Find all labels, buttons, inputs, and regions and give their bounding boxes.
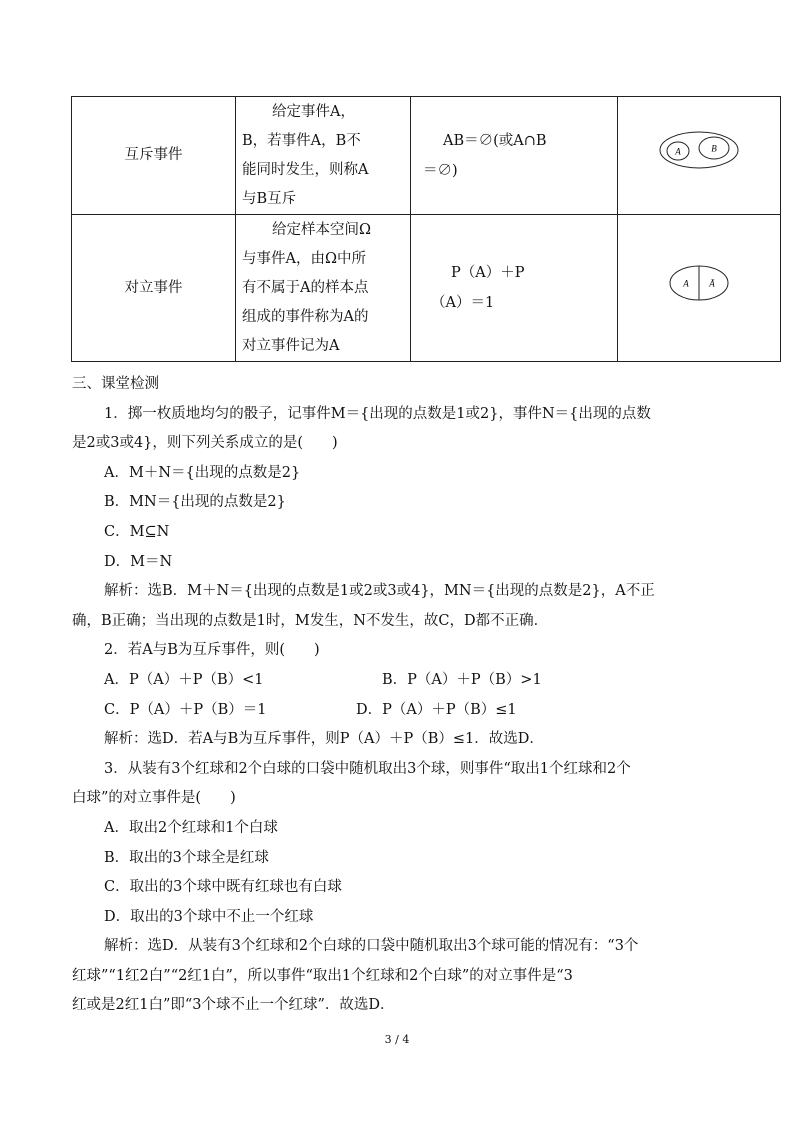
question-1-option: C．M⊆N [104, 523, 170, 540]
question-3-stem: 3．从装有3个红球和2个白球的口袋中随机取出3个球，则事件“取出1个红球和2个 [104, 760, 631, 777]
definition-line: 给定样本空间Ω [272, 221, 372, 238]
question-2-option: A．P（A）＋P（B）<1 [104, 671, 264, 688]
formula-line: （A）＝1 [431, 295, 495, 311]
row-formula [411, 215, 618, 362]
table-row [72, 97, 781, 215]
venn-diagram-cell [618, 215, 781, 362]
event-relation-table [71, 96, 781, 362]
question-1-stem: 是2或3或4}，则下列关系成立的是( ) [72, 435, 338, 452]
formula-line: P（A）＋P [451, 265, 525, 281]
formula-line: ＝∅) [423, 162, 458, 179]
question-1-option: B．MN＝{出现的点数是2} [104, 494, 286, 511]
question-3-analysis: 解析：选D．从装有3个红球和2个白球的口袋中随机取出3个球可能的情况有：“3个 [104, 938, 639, 955]
event-a-label: A [683, 278, 689, 288]
question-1-analysis: 确，B正确；当出现的点数是1时，M发生，N不发生，故C，D都不正确． [72, 612, 549, 629]
table-row [72, 215, 781, 362]
row-name: 互斥事件 [72, 97, 236, 215]
question-3-option: C．取出的3个球中既有红球也有白球 [104, 879, 342, 896]
row-definition [236, 97, 411, 215]
question-2-option: D．P（A）＋P（B）≤1 [356, 701, 517, 718]
complementary-venn-diagram [668, 263, 730, 303]
question-3-stem: 白球”的对立事件是( ) [72, 790, 236, 807]
question-2-options-row [72, 696, 724, 726]
definition-line: 与B互斥 [242, 190, 297, 207]
question-2-analysis: 解析：选D．若A与B为互斥事件，则P（A）＋P（B）≤1．故选D． [104, 731, 544, 748]
question-2-option: C．P（A）＋P（B）＝1 [104, 701, 267, 718]
question-1-option: D．M＝N [104, 553, 173, 570]
section-heading: 三、课堂检测 [72, 376, 159, 392]
row-formula [411, 97, 618, 215]
question-3-option: D．取出的3个球中不止一个红球 [104, 908, 314, 925]
row-definition [236, 215, 411, 362]
complement-a-label: Ā [709, 278, 715, 288]
mutually-exclusive-venn-diagram [658, 130, 740, 170]
event-b-label: B [711, 143, 717, 154]
question-2-stem: 2．若A与B为互斥事件，则( ) [104, 642, 320, 659]
definition-line: 给定事件A， [272, 103, 355, 120]
question-3-analysis: 红球”“1红2白”“2红1白”，所以事件“取出1个红球和2个白球”的对立事件是“3 [72, 967, 573, 984]
definition-line: B，若事件A，B不 [242, 132, 361, 149]
page-number: 3 / 4 [384, 1033, 410, 1046]
formula-line: AB＝∅(或A∩B [443, 132, 547, 149]
question-2-option: B．P（A）＋P（B）>1 [382, 671, 542, 688]
row-name: 对立事件 [72, 215, 236, 362]
definition-line: 组成的事件称为A的 [242, 308, 369, 325]
question-3-option: B．取出的3个球全是红球 [104, 849, 269, 866]
definition-line: 对立事件记为A [242, 337, 340, 354]
definition-line: 有不属于A的样本点 [242, 279, 369, 296]
question-2-options-row [72, 666, 724, 696]
question-3-analysis: 红或是2红1白”即“3个球不止一个红球”．故选D． [72, 997, 395, 1014]
event-a-label: A [675, 146, 681, 157]
question-1-stem: 1．掷一枚质地均匀的骰子，记事件M＝{出现的点数是1或2}，事件N＝{出现的点数 [104, 405, 651, 422]
definition-line: 能同时发生，则称A [242, 161, 369, 178]
venn-diagram-cell [618, 97, 781, 215]
question-3-option: A．取出2个红球和1个白球 [104, 819, 278, 836]
classroom-quiz-section [72, 370, 724, 1021]
question-1-option: A．M＋N＝{出现的点数是2} [104, 464, 301, 481]
question-1-analysis: 解析：选B．M＋N＝{出现的点数是1或2或3或4}，MN＝{出现的点数是2}，A不正 [104, 583, 655, 600]
definition-line: 与事件A，由Ω中所 [242, 250, 366, 267]
